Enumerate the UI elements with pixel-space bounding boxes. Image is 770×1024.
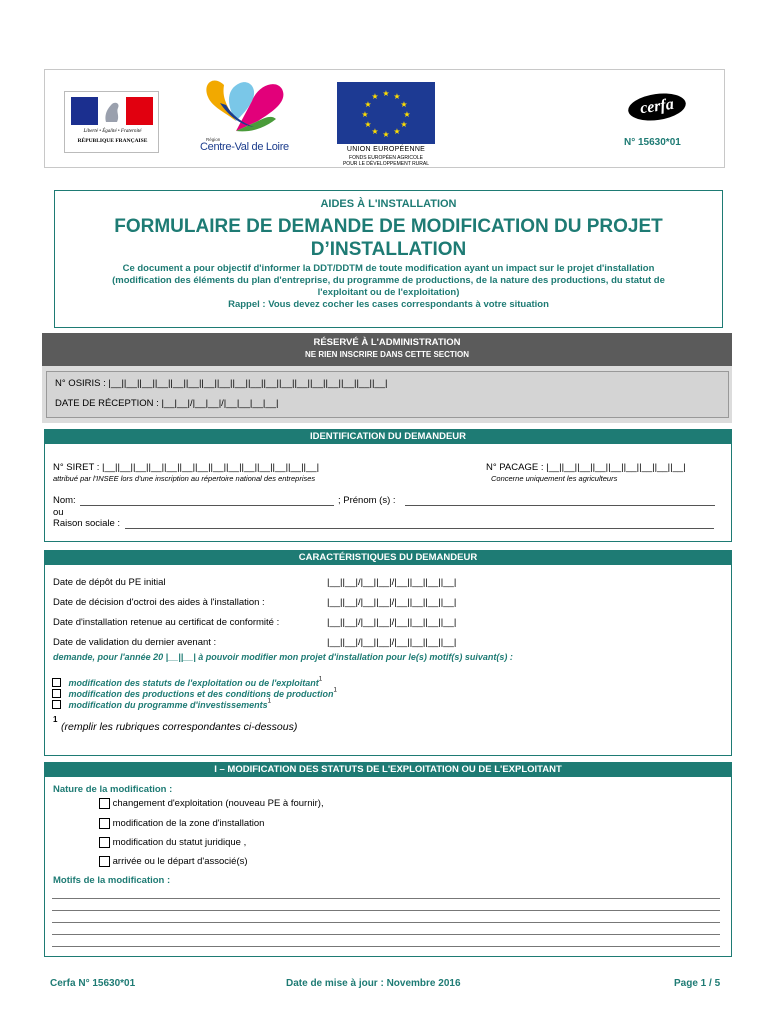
nature-item-statut-checkbox[interactable] xyxy=(99,837,110,848)
raison-sociale-input[interactable] xyxy=(125,528,714,529)
svg-text:★: ★ xyxy=(371,92,379,101)
footer-update-date: Date de mise à jour : Novembre 2016 xyxy=(286,978,461,989)
motifs-title: Motifs de la modification : xyxy=(53,875,171,886)
nature-item-associe-label: arrivée ou le départ d'associé(s) xyxy=(112,856,248,867)
siret-field[interactable]: N° SIRET : |__||__||__||__||__||__||__||__||__||__||__||__||__||__| xyxy=(53,462,320,473)
svg-text:★: ★ xyxy=(400,100,408,109)
footnote-text: (remplir les rubriques correspondantes ci-dessous) xyxy=(61,721,298,733)
eu-stars-icon xyxy=(337,82,435,144)
title-description-3: l'exploitant ou de l'exploitation) xyxy=(317,287,460,298)
svg-text:★: ★ xyxy=(393,92,401,101)
motifs-line-1[interactable] xyxy=(52,898,720,899)
title-kicker: AIDES À L'INSTALLATION xyxy=(320,198,457,210)
region-name: Centre-Val de Loire xyxy=(200,141,289,153)
option-investissements-checkbox[interactable] xyxy=(52,700,61,709)
title-description-1: Ce document a pour objectif d'informer la DDT/DDTM de toute modification ayant un impact sur le projet d'installation xyxy=(122,263,655,274)
eu-title: UNION EUROPÉENNE xyxy=(346,146,426,153)
svg-text:★: ★ xyxy=(400,120,408,129)
eu-fund-line2: POUR LE DÉVELOPPEMENT RURAL xyxy=(342,161,430,167)
eu-flag xyxy=(337,82,435,144)
pacage-note: Concerne uniquement les agriculteurs xyxy=(491,474,618,483)
svg-text:★: ★ xyxy=(403,110,411,119)
option-investissements-label: modification du programme d'investissements xyxy=(68,699,268,710)
page-title-line1: FORMULAIRE DE DEMANDE DE MODIFICATION DU PROJET xyxy=(114,216,663,237)
date-decision-label: Date de décision d'octroi des aides à l'installation : xyxy=(53,597,265,608)
nature-item-associe-checkbox[interactable] xyxy=(99,856,110,867)
nature-item-statut-label: modification du statut juridique , xyxy=(112,837,247,848)
caracteristiques-title: CARACTÉRISTIQUES DU DEMANDEUR xyxy=(298,552,478,563)
eu-fund-line1: FONDS EUROPÉEN AGRICOLE xyxy=(349,155,423,161)
footnote-number: 1 xyxy=(53,715,58,724)
option-investissements-sup: 1 xyxy=(267,698,271,705)
cerfa-wordmark: cerfa xyxy=(639,95,675,118)
pacage-field[interactable]: N° PACAGE : |__||__||__||__||__||__||__||__||__| xyxy=(486,462,686,473)
svg-text:★: ★ xyxy=(371,127,379,136)
option-investissements[interactable] xyxy=(52,696,271,714)
date-decision-field[interactable]: |__||__|/|__||__|/|__||__||__||__| xyxy=(327,597,457,608)
nature-item-zone-checkbox[interactable] xyxy=(99,818,110,829)
nom-input[interactable] xyxy=(80,505,334,506)
demande-statement: demande, pour l'année 20 |__||__| à pouvoir modifier mon projet d'installation pour le(s) motif(s) suivant(s) : xyxy=(53,652,513,662)
option-statuts-label: modification des statuts de l'exploitation ou de l'exploitant xyxy=(68,677,319,688)
title-description-2: (modification des éléments du plan d'entreprise, du programme de productions, de la nature des productions, du statut de xyxy=(112,275,665,286)
svg-text:★: ★ xyxy=(361,110,369,119)
nature-item-changement[interactable] xyxy=(99,798,324,809)
footer-page-number: Page 1 / 5 xyxy=(674,978,721,989)
cerfa-number: N° 15630*01 xyxy=(624,137,681,148)
rf-motto: Liberté • Égalité • Fraternité xyxy=(83,129,142,134)
date-avenant-field[interactable]: |__||__|/|__||__|/|__||__||__||__| xyxy=(327,637,457,648)
rf-name: RÉPUBLIQUE FRANÇAISE xyxy=(77,138,148,144)
section1-title: I – MODIFICATION DES STATUTS DE L'EXPLOITATION OU DE L'EXPLOITANT xyxy=(214,764,562,775)
prenom-label: ; Prénom (s) : xyxy=(338,495,396,506)
page-title-line2: D’INSTALLATION xyxy=(310,239,467,260)
nature-title: Nature de la modification : xyxy=(53,784,173,795)
date-installation-label: Date d'installation retenue au certificat de conformité : xyxy=(53,617,280,628)
footer-cerfa: Cerfa N° 15630*01 xyxy=(50,978,136,989)
option-productions-sup: 1 xyxy=(333,687,337,694)
option-statuts-sup: 1 xyxy=(318,676,323,683)
title-reminder: Rappel : Vous devez cocher les cases correspondants à votre situation xyxy=(228,299,549,310)
motifs-line-4[interactable] xyxy=(52,934,720,935)
admin-header-subtitle: NE RIEN INSCRIRE DANS CETTE SECTION xyxy=(304,350,469,359)
nature-item-statut[interactable] xyxy=(99,837,246,848)
ou-label: ou xyxy=(53,507,64,518)
svg-text:★: ★ xyxy=(364,120,372,129)
marianne-logo xyxy=(64,91,159,153)
option-productions-label: modification des productions et des conditions de production xyxy=(68,688,334,699)
nature-item-zone-label: modification de la zone d'installation xyxy=(112,818,265,829)
region-heart-icon xyxy=(196,75,306,137)
nature-item-changement-checkbox[interactable] xyxy=(99,798,110,809)
nature-item-changement-label: changement d'exploitation (nouveau PE à fournir), xyxy=(112,798,324,809)
identification-title: IDENTIFICATION DU DEMANDEUR xyxy=(309,431,467,442)
date-reception-field[interactable]: DATE DE RÉCEPTION : |__|__|/|__|__|/|__|__|__|__| xyxy=(55,398,279,409)
raison-sociale-label: Raison sociale : xyxy=(53,518,121,529)
svg-text:★: ★ xyxy=(382,130,390,139)
date-depot-label: Date de dépôt du PE initial xyxy=(53,577,166,588)
nature-item-zone[interactable] xyxy=(99,818,264,829)
siret-note: attribué par l'INSEE lors d'une inscription au répertoire national des entreprises xyxy=(53,474,316,483)
svg-text:★: ★ xyxy=(382,89,390,98)
region-logo xyxy=(196,75,306,157)
date-avenant-label: Date de validation du dernier avenant : xyxy=(53,637,217,648)
date-installation-field[interactable]: |__||__|/|__||__|/|__||__||__||__| xyxy=(327,617,457,628)
svg-text:★: ★ xyxy=(393,127,401,136)
nom-label: Nom: xyxy=(53,495,76,506)
motifs-line-5[interactable] xyxy=(52,946,720,947)
osiris-field[interactable]: N° OSIRIS : |__||__||__||__||__||__||__||__||__||__||__||__||__||__||__||__||__||__| xyxy=(55,378,388,389)
nature-item-associe[interactable] xyxy=(99,856,248,867)
prenom-input[interactable] xyxy=(405,505,715,506)
motifs-line-2[interactable] xyxy=(52,910,720,911)
region-small-label: Région xyxy=(206,137,221,142)
svg-text:★: ★ xyxy=(364,100,372,109)
admin-header-title: RÉSERVÉ À L'ADMINISTRATION xyxy=(313,337,461,348)
motifs-line-3[interactable] xyxy=(52,922,720,923)
date-depot-field[interactable]: |__||__|/|__||__|/|__||__||__||__| xyxy=(327,577,457,588)
